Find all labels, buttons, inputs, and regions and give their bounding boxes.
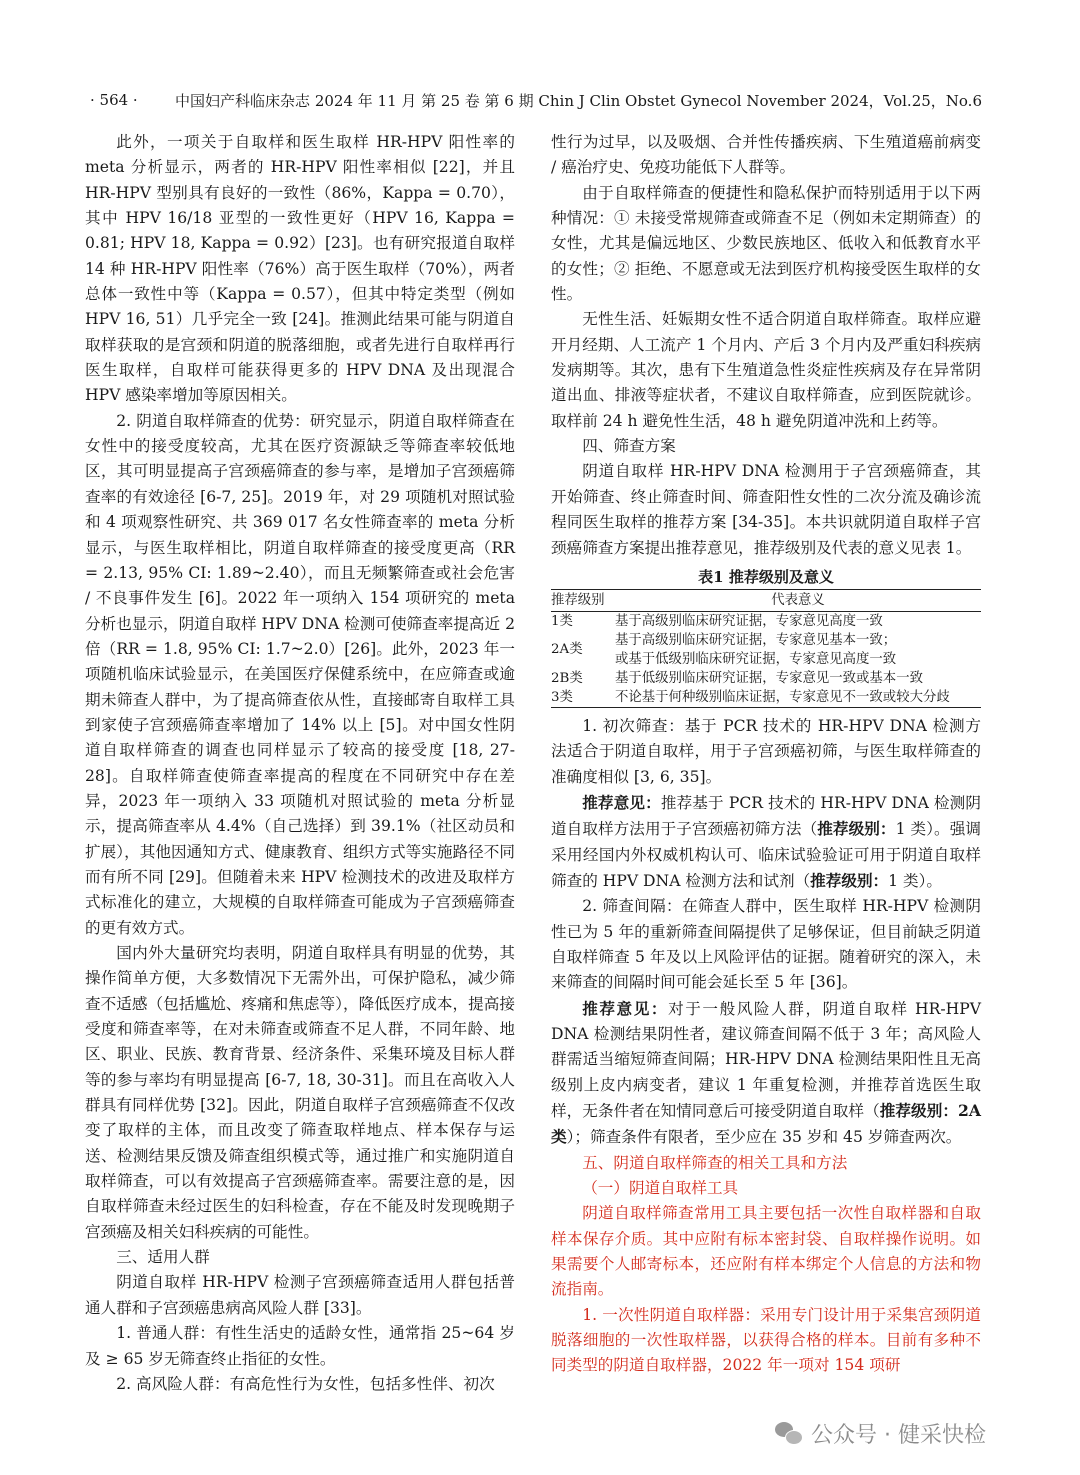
recommendation-text: ）；筛查条件有限者，至少应在 35 岁和 45 岁筛查两次。	[566, 1128, 962, 1147]
paragraph: 此外，一项关于自取样和医生取样 HR-HPV 阳性率的 meta 分析显示，两者的 HR-HPV 阳性率相似 [22]，并且 HR-HPV 型别具有良好的一致性（86%，Kappa = 0.70），其中 HPV 16/18 亚型的一致性更好（HPV 16, Kappa = 0.81; HPV 18, Kappa = 0.92）[23]。也有研究报道自取样 14 种 HR-HPV 阳性率（76%）高于医生取样（70%），两者总体一致性中等（Kappa = 0.57），但其中特定类型（例如 HPV 16, 51）几乎完全一致 [24]。推测此结果可能与阴道自取样获取的是宫颈和阴道的脱落细胞，或者先进行自取样再行医生取样，自取样可能获得更多的 HPV DNA 及出现混合 HPV 感染率增加等原因相关。	[85, 133, 515, 405]
table-header-level: 推荐级别	[551, 589, 615, 611]
table-cell-level: 2B类	[551, 670, 583, 686]
paragraph: 1. 初次筛查：基于 PCR 技术的 HR-HPV DNA 检测方法适合于阴道自取样，用于子宫颈癌初筛，与医生取样筛查的准确度相似 [3, 6, 35]。	[551, 716, 981, 786]
recommendation-text: 推荐基于 PCR 技术的 HR-HPV DNA 检测阴道自取样方法用于子宫颈癌初筛方法（	[551, 793, 981, 839]
page-number: · 564 ·	[90, 91, 138, 109]
grade-label: 推荐级别：	[817, 819, 896, 839]
journal-citation: 中国妇产科临床杂志 2024 年 11 月 第 25 卷 第 6 期 Chin J Clin Obstet Gynecol November 2024，Vol.25，No.6	[175, 91, 982, 110]
table-cell-level: 3类	[551, 688, 615, 708]
table-cell-meaning: 不论基于何种级别临床证据，专家意见不一致或较大分歧	[615, 688, 981, 708]
grade-value: 1 类	[888, 871, 919, 890]
table-row	[551, 611, 981, 631]
right-column	[551, 130, 981, 1379]
table-cell-level: 1类	[551, 613, 573, 629]
table-cell-level: 2A类	[551, 642, 583, 658]
recommendation-label: 推荐意见：	[582, 792, 661, 812]
paragraph: 2. 筛查间隔：在筛查人群中，医生取样 HR-HPV 检测阴性已为 5 年的重新筛查间隔提供了足够保证，但目前缺乏阴道自取样筛查 5 年及以上风险评估的证据。随着研究的深入，未来筛查的间隔时间可能会延长至 5 年 [36]。	[551, 897, 981, 992]
paragraph: 阴道自取样筛查常用工具主要包括一次性自取样器和自取样本保存介质。其中应附有标本密封袋、自取样操作说明。如果需要个人邮寄标本，还应附有样本绑定个人信息的方法和物流指南。	[551, 1204, 981, 1299]
table-cell-meaning: 基于低级别临床研究证据，专家意见一致或基本一致	[615, 670, 923, 686]
table-cell-meaning	[615, 631, 981, 669]
recommendation-text: ）。	[918, 871, 943, 890]
recommendation-paragraph	[551, 996, 981, 1151]
grade-value: 2A 类	[551, 1101, 981, 1147]
paragraph: 国内外大量研究均表明，阴道自取样具有明显的优势，其操作简单方便，大多数情况下无需外出，可保护隐私，减少筛查不适感（包括尴尬、疼痛和焦虑等），降低医疗成本，提高接受度和筛查率等，在对未筛查或筛查不足人群，不同年龄、地区、职业、民族、教育背景、经济条件、采集环境及目标人群等的参与率均有明显提高 [6-7, 18, 30-31]。而且在高收入人群具有同样优势 [32]。因此，阴道自取样子宫颈癌筛查不仅改变了取样的主体，而且改变了筛查取样地点、样本保存与运送、检测结果反馈及筛查组织模式等，通过推广和实施阴道自取样筛查，可以有效提高子宫颈癌筛查率。需要注意的是，因自取样筛查未经过医生的妇科检查，存在不能及时发现晚期子宫颈癌及相关妇科疾病的可能性。	[85, 944, 515, 1241]
table-cell-meaning: 基于高级别临床研究证据，专家意见高度一致	[615, 613, 883, 629]
table-cell-line: 基于高级别临床研究证据，专家意见基本一致；	[615, 632, 897, 648]
paragraph: 无性生活、妊娠期女性不适合阴道自取样筛查。取样应避开月经期、人工流产 1 个月内、产后 3 个月内及严重妇科疾病发病期等。其次，患有下生殖道急性炎症性疾病及存在异常阴道出血、排液等症状者，不建议自取样筛查，应到医院就诊。取样前 24 h 避免性生活，48 h 避免阴道冲洗和上药等。	[551, 310, 981, 430]
section-heading: 五、阴道自取样筛查的相关工具和方法	[582, 1153, 848, 1172]
recommendation-text: ）。强调采用经国内外权威机构认可、临床试验验证可用于阴道自取样筛查的 HPV DNA 检测方法和试剂（	[551, 820, 981, 890]
paragraph: 性行为过早，以及吸烟、合并性传播疾病、下生殖道癌前病变 / 癌治疗史、免疫功能低下人群等。	[551, 133, 981, 177]
watermark	[775, 1418, 1065, 1448]
wechat-icon	[775, 1420, 803, 1446]
table-row	[551, 688, 981, 708]
recommendation-table	[551, 565, 981, 708]
section-heading: 三、适用人群	[116, 1248, 210, 1267]
table-header-row	[551, 589, 981, 611]
paragraph: 阴道自取样 HR-HPV 检测子宫颈癌筛查适用人群包括普通人群和子宫颈癌患病高风险人群 [33]。	[85, 1273, 515, 1317]
paragraph: 阴道自取样 HR-HPV DNA 检测用于子宫颈癌筛查，其开始筛查、终止筛查时间、筛查阳性女性的二次分流及确诊流程同医生取样的推荐方案 [34-35]。本共识就阴道自取样子宫颈癌筛查方案提出推荐意见，推荐级别及代表的意义见表 1。	[551, 462, 981, 557]
recommendation-label: 推荐意见：	[582, 998, 669, 1018]
paragraph: 1. 一次性阴道自取样器：采用专门设计用于采集宫颈阴道脱落细胞的一次性取样器，以获得合格的样本。目前有多种不同类型的阴道自取样器，2022 年一项对 154 项研	[551, 1305, 981, 1375]
subsection-heading: （一）阴道自取样工具	[582, 1179, 739, 1198]
grade-label: 推荐级别：	[879, 1101, 959, 1120]
grade-value: 1 类	[895, 820, 927, 839]
paragraph: 由于自取样筛查的便捷性和隐私保护而特别适用于以下两种情况：① 未接受常规筛查或筛查不足（例如未定期筛查）的女性，尤其是偏远地区、少数民族地区、低收入和低教育水平的女性；② 拒绝、不愿意或无法到医疗机构接受医生取样的女性。	[551, 183, 981, 304]
recommendation-text: 对于一般风险人群，阴道自取样 HR-HPV DNA 检测结果阴性者，建议筛查间隔不低于 3 年；高风险人群需适当缩短筛查间隔；HR-HPV DNA 检测结果阳性且无高级别上皮内病变者，建议 1 年重复检测，并推荐首选医生取样，无条件者在知情同意后可接受阴道自取样（	[551, 999, 981, 1120]
paragraph: 1. 普通人群：有性生活史的适龄女性，通常指 25~64 岁及 ≥ 65 岁无筛查终止指征的女性。	[85, 1324, 515, 1368]
paragraph: 2. 高风险人群：有高危性行为女性，包括多性伴、初次	[116, 1374, 495, 1393]
table-title: 表1 推荐级别及意义	[698, 567, 834, 586]
page-header	[90, 88, 982, 112]
table-header-meaning: 代表意义	[615, 589, 981, 611]
paragraph: 2. 阴道自取样筛查的优势：研究显示，阴道自取样筛查在女性中的接受度较高，尤其在医疗资源缺乏等筛查率较低地区，其可明显提高子宫颈癌筛查的参与率，是增加子宫颈癌筛查率的有效途径 [6-7, 25]。2019 年，对 29 项随机对照试验和 4 项观察性研究、共 369 017 名女性筛查率的 meta 分析显示，与医生取样相比，阴道自取样筛查的接受度更高（RR = 2.13, 95% CI: 1.89~2.40），而且无频繁筛查或社会危害 / 不良事件发生 [6]。2022 年一项纳入 154 项研究的 meta 分析也显示，阴道自取样 HPV DNA 检测可使筛查率提高近 2 倍（RR = 1.8, 95% CI: 1.7~2.0）[26]。此外，2023 年一项随机临床试验显示，在美国医疗保健系统中，在应筛查或逾期未筛查人群中，为了提高筛查依从性，直接邮寄自取样工具到家使子宫颈癌筛查率增加了 14% 以上 [5]。对中国女性阴道自取样筛查的调查也同样显示了较高的接受度 [18, 27-28]。自取样筛查使筛查率提高的程度在不同研究中存在差异，2023 年一项纳入 33 项随机对照试验的 meta 分析显示，提高筛查率从 4.4%（自己选择）到 39.1%（社区动员和扩展），其他因通知方式、健康教育、组织方式等实施路径不同而有所不同 [29]。但随着未来 HPV 检测技术的改进及取样方式标准化的建立，大规模的自取样筛查可能成为子宫颈癌筛查的更有效方式。	[85, 411, 515, 937]
grade-label: 推荐级别：	[810, 870, 889, 890]
left-column	[85, 130, 515, 1397]
table-cell-line: 或基于低级别临床研究证据，专家意见高度一致	[615, 651, 897, 667]
recommendation-paragraph	[551, 790, 981, 894]
table-row	[551, 669, 981, 688]
watermark-text: 公众号 · 健采快检	[811, 1422, 986, 1448]
table-row	[551, 631, 981, 669]
table	[551, 589, 981, 708]
section-heading: 四、筛查方案	[582, 437, 676, 456]
